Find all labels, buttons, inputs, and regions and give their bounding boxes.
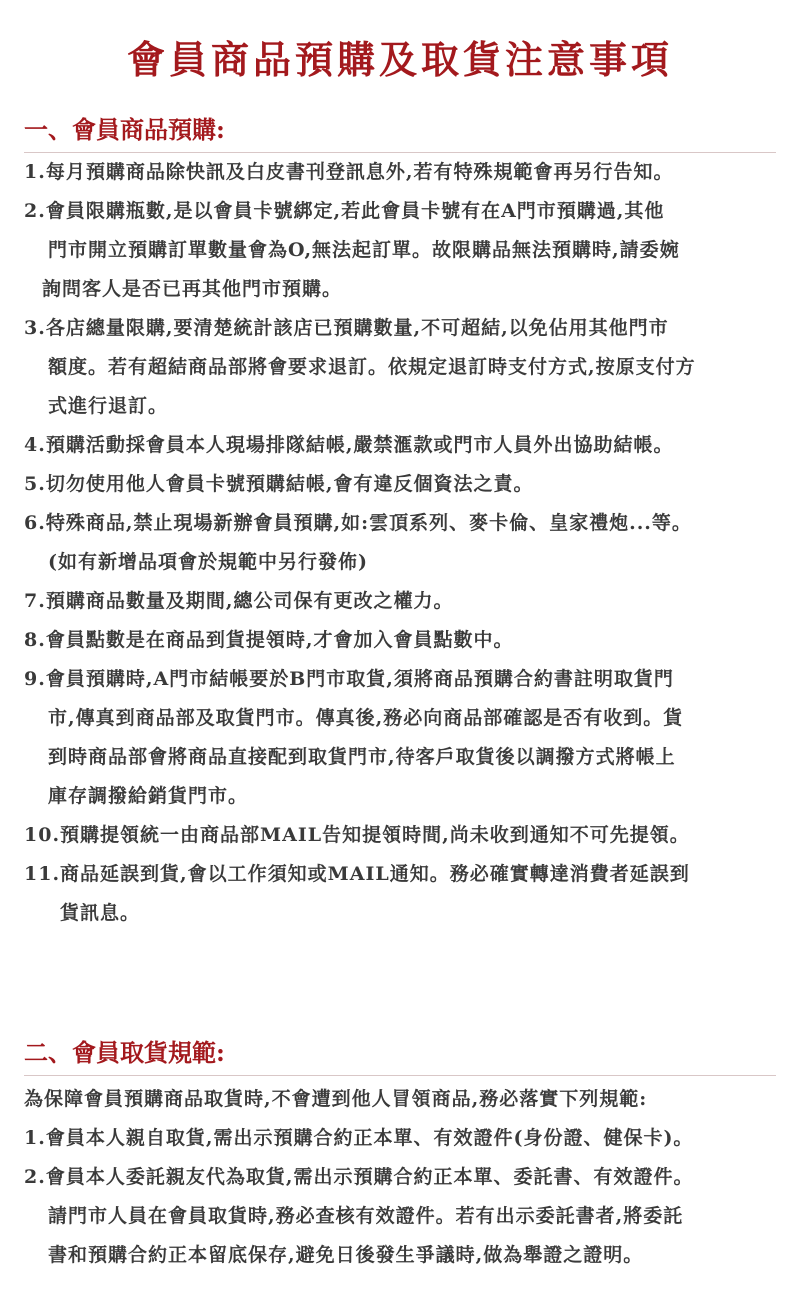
rule-item-7 — [24, 582, 696, 621]
rule-line: 貨訊息。 — [60, 902, 141, 924]
rule-line: 為保障會員預購商品取貨時,不會遭到他人冒領商品,務必落實下列規範: — [24, 1088, 648, 1110]
rule-item-2 — [24, 192, 696, 309]
rule-item-6 — [24, 504, 696, 582]
rule-line: 1.會員本人親自取貨,需出示預購合約正本單、有效證件(身份證、健保卡)。 — [24, 1127, 694, 1149]
rule-line: 式進行退訂。 — [48, 395, 169, 417]
rule-line: 市,傳真到商品部及取貨門市。傳真後,務必向商品部確認是否有收到。貨 — [48, 707, 684, 729]
rule-item-9 — [24, 660, 696, 816]
section-heading-preorder: 一、會員商品預購: — [24, 115, 225, 144]
rule-item-1 — [24, 153, 696, 192]
rule-line: 庫存調撥給銷貨門市。 — [48, 785, 249, 807]
rule-line: 到時商品部會將商品直接配到取貨門市,待客戶取貨後以調撥方式將帳上 — [48, 746, 676, 768]
pickup-rules-list — [24, 1080, 693, 1275]
rule-line: 1.每月預購商品除快訊及白皮書刊登訊息外,若有特殊規範會再另行告知。 — [24, 161, 674, 183]
pickup-item-1 — [24, 1119, 693, 1158]
rule-item-10 — [24, 816, 696, 855]
rule-line: 門市開立預購訂單數量會為O,無法起訂單。故限購品無法預購時,請委婉 — [48, 239, 680, 261]
rule-line: 8.會員點數是在商品到貨提領時,才會加入會員點數中。 — [24, 629, 514, 651]
rule-item-4 — [24, 426, 696, 465]
rule-line: 詢問客人是否已再其他門市預購。 — [42, 278, 343, 300]
document-title: 會員商品預購及取貨注意事項 — [126, 37, 673, 82]
rule-item-3 — [24, 309, 696, 426]
pickup-item-2 — [24, 1158, 693, 1275]
rule-line: (如有新增品項會於規範中另行發佈) — [48, 551, 368, 573]
rule-line: 9.會員預購時,A門市結帳要於B門市取貨,須將商品預購合約書註明取貨門 — [24, 668, 674, 690]
preorder-rules-list — [24, 153, 696, 933]
rule-line: 6.特殊商品,禁止現場新辦會員預購,如:雲頂系列、麥卡倫、皇家禮炮...等。 — [24, 512, 692, 534]
rule-item-8 — [24, 621, 696, 660]
rule-line: 4.預購活動採會員本人現場排隊結帳,嚴禁滙款或門市人員外出協助結帳。 — [24, 434, 674, 456]
section-divider — [24, 1075, 776, 1076]
rule-line: 2.會員限購瓶數,是以會員卡號綁定,若此會員卡號有在A門市預購過,其他 — [24, 200, 665, 222]
rule-line: 書和預購合約正本留底保存,避免日後發生爭議時,做為舉證之證明。 — [48, 1244, 644, 1266]
rule-line: 10.預購提領統一由商品部MAIL告知提領時間,尚未收到通知不可先提領。 — [24, 824, 690, 846]
pickup-intro — [24, 1080, 693, 1119]
rule-line: 請門市人員在會員取貨時,務必查核有效證件。若有出示委託書者,將委託 — [48, 1205, 684, 1227]
rule-line: 2.會員本人委託親友代為取貨,需出示預購合約正本單、委託書、有效證件。 — [24, 1166, 694, 1188]
rule-item-11 — [24, 855, 696, 933]
rule-line: 額度。若有超結商品部將會要求退訂。依規定退訂時支付方式,按原支付方 — [48, 356, 696, 378]
rule-line: 11.商品延誤到貨,會以工作須知或MAIL通知。務必確實轉達消費者延誤到 — [24, 863, 690, 885]
rule-line: 5.切勿使用他人會員卡號預購結帳,會有違反個資法之責。 — [24, 473, 534, 495]
section-heading-pickup: 二、會員取貨規範: — [24, 1038, 225, 1067]
rule-line: 7.預購商品數量及期間,總公司保有更改之權力。 — [24, 590, 454, 612]
rule-item-5 — [24, 465, 696, 504]
rule-line: 3.各店總量限購,要清楚統計該店已預購數量,不可超結,以免佔用其他門市 — [24, 317, 669, 339]
